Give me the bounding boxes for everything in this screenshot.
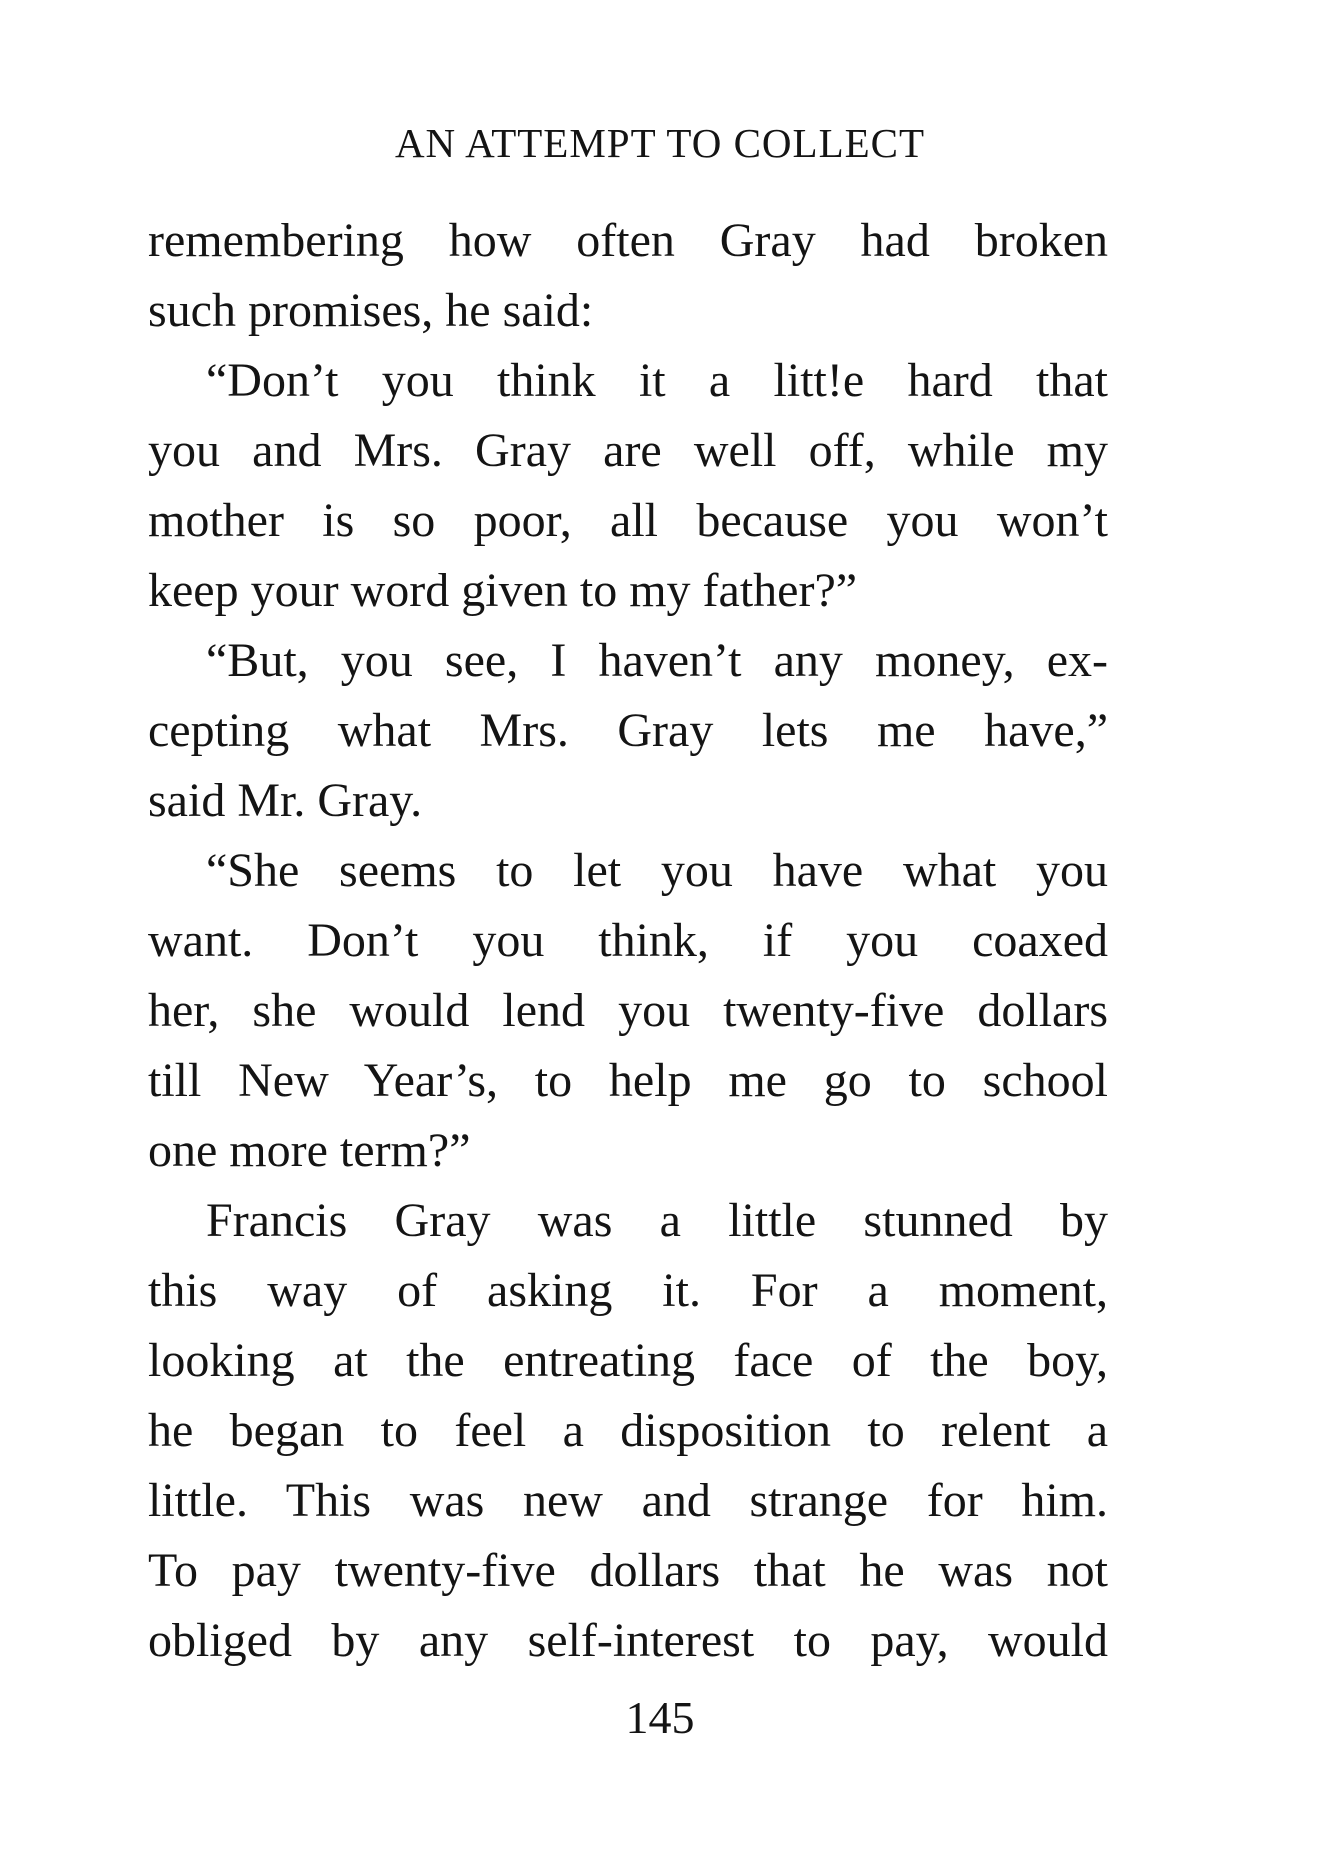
text-line: this way of asking it. For a moment, [148, 1264, 1108, 1317]
text-line: looking at the entreating face of the boy, [148, 1334, 1108, 1387]
text-line: keep your word given to my father?” [148, 564, 858, 617]
text-line: mother is so poor, all because you won’t [148, 494, 1108, 547]
text-line: till New Year’s, to help me go to school [148, 1054, 1108, 1107]
text-line: he began to feel a disposition to relent a [148, 1404, 1108, 1457]
page-number: 145 [625, 1692, 695, 1743]
text-line: “But, you see, I haven’t any money, ex- [206, 634, 1108, 687]
text-line: “She seems to let you have what you [206, 844, 1108, 897]
running-head-title: AN ATTEMPT TO COLLECT [394, 120, 926, 166]
body-text [148, 206, 1108, 1676]
text-line: want. Don’t you think, if you coaxed [148, 914, 1108, 967]
text-line: little. This was new and strange for him. [148, 1474, 1108, 1527]
text-line: obliged by any self-interest to pay, would [148, 1614, 1108, 1667]
text-line: cepting what Mrs. Gray lets me have,” [148, 704, 1108, 757]
text-line: said Mr. Gray. [148, 774, 423, 827]
text-line: remembering how often Gray had broken [148, 214, 1108, 267]
text-line: Francis Gray was a little stunned by [206, 1194, 1108, 1247]
text-line: “Don’t you think it a litt!e hard that [206, 354, 1108, 407]
text-line: her, she would lend you twenty-five dollars [148, 984, 1108, 1037]
text-line: To pay twenty-five dollars that he was not [148, 1544, 1108, 1597]
text-line: such promises, he said: [148, 284, 594, 337]
text-line: you and Mrs. Gray are well off, while my [148, 424, 1108, 477]
text-line: one more term?” [148, 1124, 471, 1177]
